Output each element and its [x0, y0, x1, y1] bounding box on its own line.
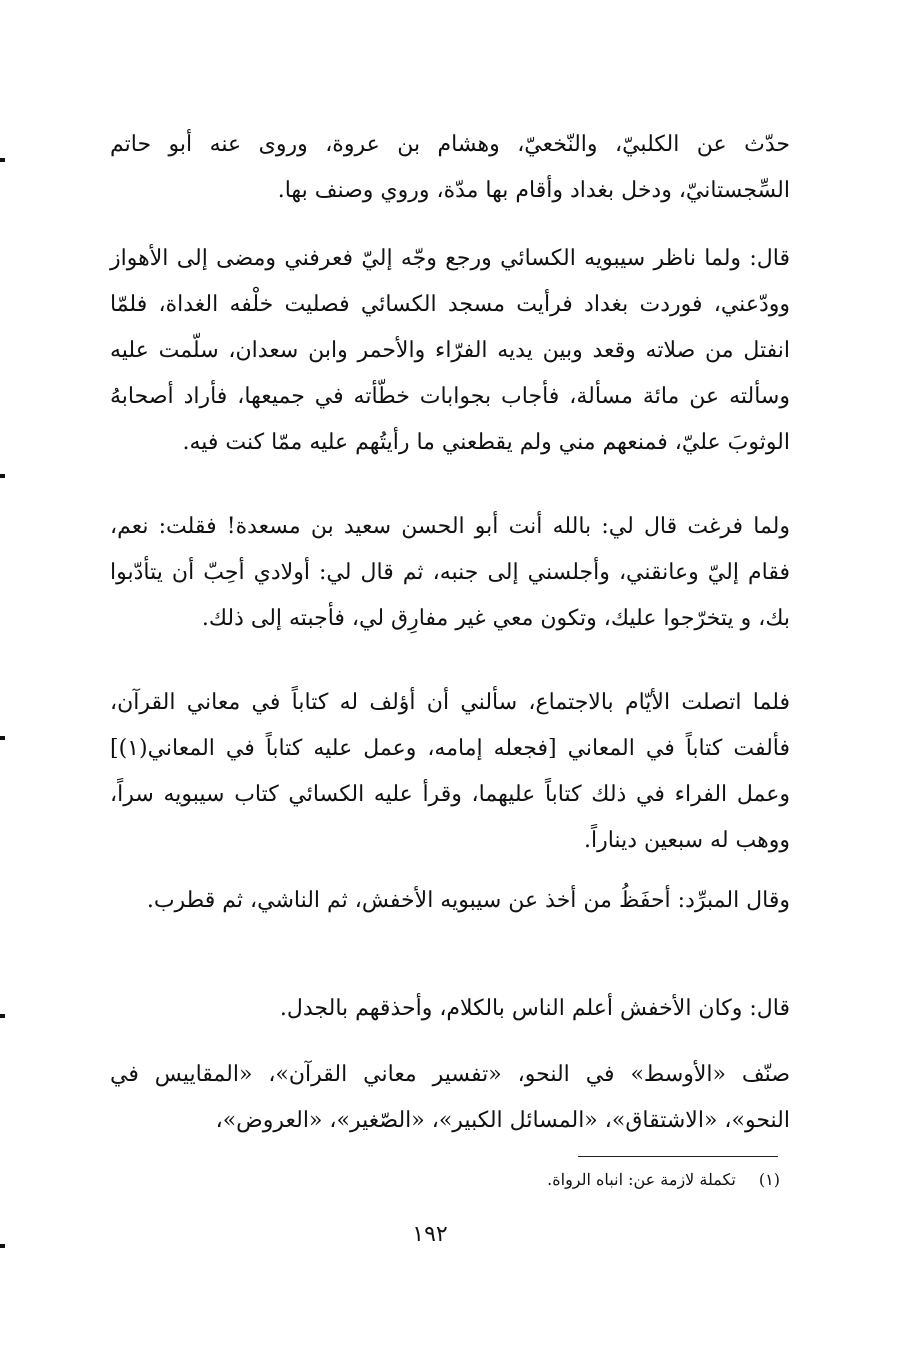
paragraph-3: ولما فرغت قال لي: بالله أنت أبو الحسن سعيد بن مسعدة! فقلت: نعم، فقام إليّ وعانقني، وأجلسني إلى جنبه، ثم قال لي: أولادي أحِبّ أن يتأدّبوا بك، و يتخرّجوا عليك، وتكون معي غير مفارِق لي، فأجبته إلى ذلك.: [110, 514, 790, 631]
scan-edge-mark: [0, 1014, 5, 1018]
paragraph-2: قال: ولما ناظر سيبويه الكسائي ورجع وجّه إليّ فعرفني ومضى إلى الأهواز وودّعني، فوردت بغداد فرأيت مسجد الكسائي فصليت خلْفه الغداة، فلمّا انفتل من صلاته وقعد وبين يديه الفرّاء والأحمر وابن سعدان، سلّمت عليه وسألته عن مائة مسألة، فأجاب بجوابات خطّأته في جميعها، فأراد أصحابهُ الوثوبَ عليّ، فمنعهم مني ولم يقطعني ما رأيتُهم عليه ممّا كنت فيه.: [110, 246, 790, 455]
paragraph-5: وقال المبرِّد: أحفَظُ من أخذ عن سيبويه الأخفش، ثم الناشي، ثم قطرب.: [146, 888, 790, 913]
paragraph-7: صنّف «الأوسط» في النحو، «تفسير معاني القرآن»، «المقاييس في النحو»، «الاشتقاق»، «المسائل الكبير»، «الصّغير»، «العروض»،: [110, 1062, 790, 1133]
footnote: [300, 1166, 780, 1194]
footnote-number: (١): [758, 1170, 780, 1189]
scan-edge-mark: [0, 1244, 5, 1248]
paragraph-4: فلما اتصلت الأيّام بالاجتماع، سألني أن أؤلف له كتاباً في معاني القرآن، فألفت كتاباً في المعاني [فجعله إمامه، وعمل عليه كتاباً في المعاني(١)] وعمل الفراء في ذلك كتاباً عليهما، وقرأ عليه الكسائي كتاب سيبويه سراً، ووهب له سبعين ديناراً.: [110, 690, 790, 853]
scan-edge-mark: [0, 158, 5, 162]
scan-edge-mark: [0, 474, 5, 478]
footnote-text: تكملة لازمة عن: انباه الرواة.: [547, 1170, 736, 1189]
footnote-separator: [578, 1156, 778, 1157]
scan-edge-mark: [0, 736, 5, 740]
paragraph-1: حدّث عن الكلبيّ، والنّخعيّ، وهشام بن عروة، وروى عنه أبو حاتم السِّجستانيّ، ودخل بغداد وأقام بها مدّة، وروي وصنف بها.: [110, 132, 790, 203]
paragraph-6: قال: وكان الأخفش أعلم الناس بالكلام، وأحذقهم بالجدل.: [279, 996, 790, 1021]
page-number: ١٩٢: [412, 1222, 448, 1247]
